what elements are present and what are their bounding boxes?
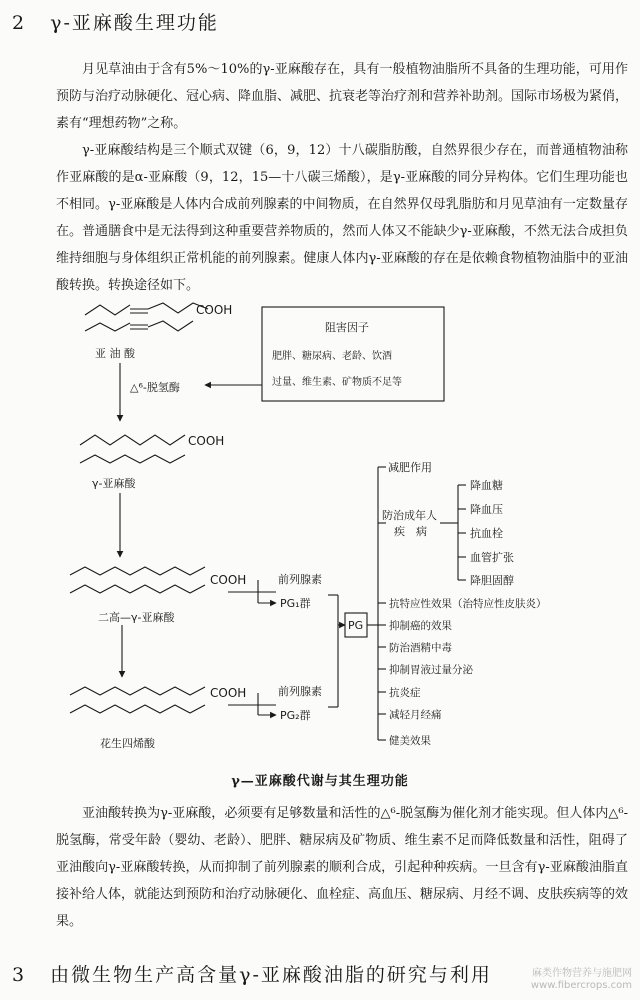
arachidonic-acid-structure <box>70 687 205 713</box>
sub-function-item: 降血压 <box>470 503 503 516</box>
paragraph-intro: 月见草油由于含有5%～10%的γ-亚麻酸存在，具有一般植物油脂所不具备的生理功能，可用作预防与治疗动脉硬化、冠心病、降血脂、减肥、抗衰老等治疗剂和营养补助剂。国际市场极为紧俏，素有“理想药物”之称。 <box>56 62 629 131</box>
function-item: 抗特应性效果（治特应性皮肤炎） <box>389 598 547 610</box>
function-adult-disease-2: 疾 病 <box>394 525 427 538</box>
sub-function-item: 抗血栓 <box>470 527 503 540</box>
linoleic-acid-structure <box>85 303 208 331</box>
function-item: 减轻月经痛 <box>389 709 442 721</box>
function-item: 抗炎症 <box>389 687 421 699</box>
section-number: 2 <box>12 12 27 34</box>
prostaglandin-label-2: 前列腺素 <box>278 685 322 698</box>
metabolism-diagram <box>0 295 640 765</box>
section-number: 3 <box>12 964 27 986</box>
cooh-label: COOH <box>188 434 225 448</box>
cooh-label: COOH <box>210 686 247 700</box>
molecule-dgla: 二高—γ-亚麻酸 <box>98 611 175 624</box>
cooh-label: COOH <box>210 573 247 587</box>
paragraph-conversion: 亚油酸转换为γ-亚麻酸，必须要有足够数量和活性的△⁶-脱氢酶为催化剂才能实现。但人体内△⁶-脱氢酶，常受年龄（婴幼、老龄）、肥胖、糖尿病及矿物质、维生素不足而降低数量和活性，阻碍了亚油酸向γ-亚麻酸转换，从而抑制了前列腺素的顺利合成，引起种种疾病。一旦含有γ-亚麻酸油脂直接补给人体，就能达到预防和治疗动脉硬化、血栓症、高血压、糖尿病、月经不调、皮肤疾病等的效果。 <box>56 806 629 929</box>
section-title: 由微生物生产高含量γ-亚麻酸油脂的研究与利用 <box>50 964 492 986</box>
sub-function-item: 降胆固醇 <box>470 574 514 587</box>
paragraph-structure: γ-亚麻酸结构是三个顺式双键（6，9，12）十八碳脂肪酸，自然界很少存在，而普通植物油称作亚麻酸的是α-亚麻酸（9，12，15—十八碳三烯酸），是γ-亚麻酸的同分异构体。它们生理功能也不相同。γ-亚麻酸是人体内合成前列腺素的中间物质，在自然界仅母乳脂肪和月见草油有一定数量存在。普通膳食中是无法得到这种重要营养物质的，然而人体又不能缺少γ-亚麻酸，不然无法合成担负维持细胞与身体组织正常机能的前列腺素。健康人体内γ-亚麻酸的存在是依赖食物植物油脂中的亚油酸转换。转换途径如下。 <box>56 143 628 293</box>
inhibit-box-line1: 肥胖、糖尿病、老龄、饮酒 <box>272 351 392 362</box>
function-item: 抑制癌的效果 <box>389 620 452 632</box>
enzyme-label: △⁶-脱氢酶 <box>130 381 180 394</box>
gla-structure <box>80 435 185 463</box>
cooh-label: COOH <box>196 303 233 317</box>
figure-caption: γ—亚麻酸代谢与其生理功能 <box>231 774 409 789</box>
molecule-linoleic-acid: 亚 油 酸 <box>95 347 135 360</box>
watermark <box>531 968 632 992</box>
section-heading <box>12 960 492 987</box>
pg1-group-label: PG₁群 <box>280 597 311 610</box>
molecule-arachidonic-acid: 花生四烯酸 <box>100 737 155 750</box>
inhibit-box-line2: 过量、维生素、矿物质不足等 <box>272 377 402 388</box>
section-heading <box>12 8 219 35</box>
watermark-line1: 麻类作物营养与施肥网 <box>532 968 632 979</box>
prostaglandin-label-1: 前列腺素 <box>278 573 322 586</box>
sub-function-item: 血管扩张 <box>470 551 514 564</box>
pg-label: PG <box>348 619 364 632</box>
function-item: 抑制胃液过量分泌 <box>389 664 473 676</box>
watermark-line2: www.fibercrops.com <box>530 980 632 991</box>
dgla-structure <box>70 567 205 593</box>
section-title: γ-亚麻酸生理功能 <box>50 12 219 34</box>
function-item: 健美效果 <box>389 735 431 747</box>
sub-function-item: 降血糖 <box>470 479 503 492</box>
pg2-group-label: PG₂群 <box>280 709 311 722</box>
function-item: 防治酒精中毒 <box>389 642 452 654</box>
function-adult-disease-1: 防治成年人 <box>382 509 437 522</box>
molecule-gla: γ-亚麻酸 <box>92 477 136 490</box>
inhibit-box-title: 阻害因子 <box>325 321 369 334</box>
function-weight-loss: 减肥作用 <box>388 461 432 474</box>
